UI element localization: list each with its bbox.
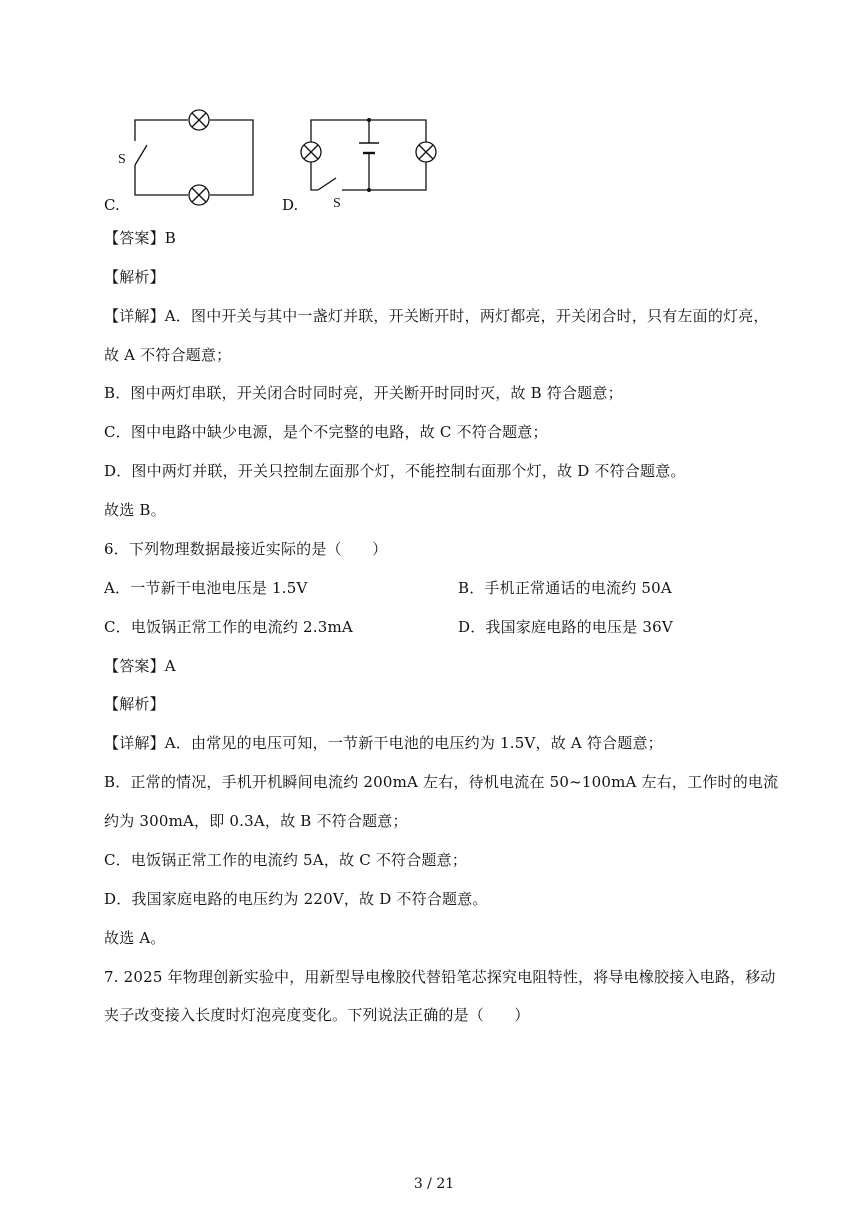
q7-stem-line: 7. 2025 年物理创新实验中，用新型导电橡胶代替铅笔芯探究电阻特性，将导电橡胶接入电路，移动 (104, 968, 776, 986)
q5-conclusion: 故选 B。 (104, 501, 166, 519)
q6-option-a: A．一节新干电池电压是 1.5V (104, 579, 308, 597)
page-number: 3 / 21 (413, 1176, 455, 1192)
option-c-label: C. (104, 196, 120, 214)
q5-detail-line: D．图中两灯并联，开关只控制左面那个灯，不能控制右面那个灯，故 D 不符合题意。 (104, 462, 686, 480)
q5-detail-line: 故 A 不符合题意； (104, 346, 232, 364)
circuit-diagram-c (110, 105, 260, 210)
q6-option-b: B．手机正常通话的电流约 50A (458, 579, 672, 597)
q5-detail-line: B．图中两灯串联，开关闭合时同时亮，开关断开时同时灭，故 B 符合题意； (104, 384, 623, 402)
q5-detail-line: C．图中电路中缺少电源，是个不完整的电路，故 C 不符合题意； (104, 423, 548, 441)
circuit-diagram-d (296, 108, 444, 208)
q6-answer: 【答案】A (104, 657, 176, 675)
q6-detail-line: C．电饭锅正常工作的电流约 5A，故 C 不符合题意； (104, 851, 468, 869)
q6-detail-line: B．正常的情况，手机开机瞬间电流约 200mA 左右，待机电流在 50~100mA 左右，工作时的电流 (104, 773, 779, 791)
q5-answer: 【答案】B (104, 229, 177, 247)
q7-stem-line: 夹子改变接入长度时灯泡亮度变化。下列说法正确的是（ ） (104, 1006, 530, 1024)
q5-analysis-heading: 【解析】 (104, 268, 165, 286)
switch-label-c: S (118, 152, 126, 167)
q6-option-c: C．电饭锅正常工作的电流约 2.3mA (104, 618, 353, 636)
q6-analysis-heading: 【解析】 (104, 695, 165, 713)
q6-detail-line: D．我国家庭电路的电压约为 220V，故 D 不符合题意。 (104, 890, 488, 908)
q6-detail-line: 【详解】A．由常见的电压可知，一节新干电池的电压约为 1.5V，故 A 符合题意； (104, 734, 663, 752)
q5-detail-line: 【详解】A．图中开关与其中一盏灯并联，开关断开时，两灯都亮，开关闭合时，只有左面的灯亮， (104, 307, 769, 325)
switch-label-d: S (333, 196, 341, 208)
option-d-label: D. (282, 196, 299, 214)
q6-detail-line: 约为 300mA，即 0.3A，故 B 不符合题意； (104, 812, 408, 830)
q6-conclusion: 故选 A。 (104, 929, 166, 947)
q6-option-d: D．我国家庭电路的电压是 36V (458, 618, 673, 636)
q6-stem: 6．下列物理数据最接近实际的是（ ） (104, 540, 388, 558)
